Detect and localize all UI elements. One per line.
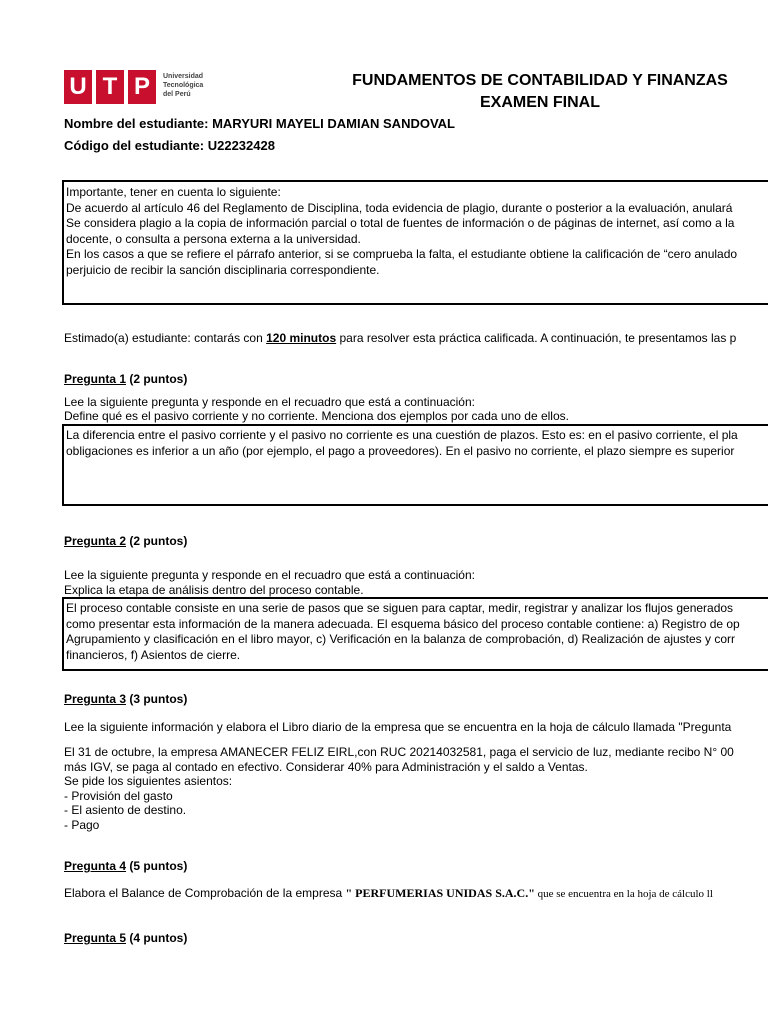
question-2-answer-box[interactable] — [62, 597, 768, 671]
company-name: " PERFUMERIAS UNIDAS S.A.C." — [345, 886, 535, 900]
answer-line: La diferencia entre el pasivo corriente y el pasivo no corriente es una cuestión de plazos. Esto es: en el pasivo corriente, el pla — [66, 428, 738, 442]
question-1-answer-box[interactable] — [62, 424, 768, 506]
question-3-text: más IGV, se paga al contado en efectivo. Considerar 40% para Administración y el saldo a Ventas. — [64, 760, 588, 774]
question-1-title: Pregunta 1 (2 puntos) — [64, 372, 188, 386]
notice-line: De acuerdo al artículo 46 del Reglamento de Disciplina, toda evidencia de plagio, durante o posterior a la evaluación, anulará — [66, 200, 733, 215]
question-3-text: - Provisión del gasto — [64, 789, 173, 803]
logo-letter-t: T — [96, 70, 124, 104]
logo-letter-p: P — [128, 70, 156, 104]
answer-line: El proceso contable consiste en una serie de pasos que se siguen para captar, medir, registrar y analizar los flujos generados — [66, 601, 734, 615]
answer-line: Agrupamiento y clasificación en el libro mayor, c) Verificación en la balanza de comprobación, d) Realización de ajustes y corr — [66, 632, 736, 646]
utp-logo — [64, 70, 224, 104]
question-5-title: Pregunta 5 (4 puntos) — [64, 931, 188, 945]
intro-text: Estimado(a) estudiante: contarás con 120 minutos para resolver esta práctica calificada. A continuación, te presentamos las p — [64, 331, 737, 345]
question-3-title: Pregunta 3 (3 puntos) — [64, 692, 188, 706]
question-3-text: - El asiento de destino. — [64, 803, 187, 817]
question-2-title: Pregunta 2 (2 puntos) — [64, 534, 188, 548]
question-4-title: Pregunta 4 (5 puntos) — [64, 859, 188, 873]
logo-letter-u: U — [64, 70, 92, 104]
student-code: Código del estudiante: U22232428 — [64, 138, 275, 153]
question-3-text: El 31 de octubre, la empresa AMANECER FELIZ EIRL,con RUC 20214032581, paga el servicio de luz, mediante recibo N° 00 — [64, 745, 734, 759]
notice-line: Se considera plagio a la copia de información parcial o total de fuentes de información o de páginas de internet, así como a la — [66, 216, 735, 230]
answer-line: como presentar esta información de la manera adecuada. El esquema básico del proceso contable contiene: a) Registro de op — [66, 616, 740, 631]
time-limit: 120 minutos — [266, 331, 337, 345]
question-4-text: Elabora el Balance de Comprobación de la empresa " PERFUMERIAS UNIDAS S.A.C." que se encuentra en la hoja de cálculo ll — [64, 886, 713, 900]
exam-subtitle: EXAMEN FINAL — [480, 94, 600, 111]
plagiarism-notice — [62, 180, 768, 305]
exam-title: FUNDAMENTOS DE CONTABILIDAD Y FINANZAS — [352, 72, 728, 89]
logo-subtitle: Universidad Tecnológica del Perú — [163, 73, 204, 98]
student-name: Nombre del estudiante: MARYURI MAYELI DAMIAN SANDOVAL — [64, 116, 455, 131]
answer-line: financieros, f) Asientos de cierre. — [66, 647, 241, 662]
notice-line: perjuicio de recibir la sanción disciplinaria correspondiente. — [66, 262, 380, 277]
question-3-instruction: Lee la siguiente información y elabora el Libro diario de la empresa que se encuentra en la hoja de cálculo llamada "Pregunta — [64, 720, 732, 734]
question-3-text: - Pago — [64, 818, 100, 832]
notice-line: docente, o consulta a persona externa a la universidad. — [66, 231, 361, 246]
question-2-instruction: Lee la siguiente pregunta y responde en el recuadro que está a continuación: — [64, 568, 475, 582]
notice-line: Importante, tener en cuenta lo siguiente: — [66, 185, 281, 199]
question-1-prompt: Define qué es el pasivo corriente y no corriente. Menciona dos ejemplos por cada uno de ellos. — [64, 409, 569, 423]
question-3-text: Se pide los siguientes asientos: — [64, 774, 233, 788]
question-1-instruction: Lee la siguiente pregunta y responde en el recuadro que está a continuación: — [64, 395, 475, 409]
notice-line: En los casos a que se refiere el párrafo anterior, si se comprueba la falta, el estudiante obtiene la calificación de “cero anulado — [66, 247, 738, 261]
question-2-prompt: Explica la etapa de análisis dentro del proceso contable. — [64, 583, 364, 597]
answer-line: obligaciones es inferior a un año (por ejemplo, el pago a proveedores). En el pasivo no corriente, el plazo siempre es superior — [66, 443, 735, 458]
